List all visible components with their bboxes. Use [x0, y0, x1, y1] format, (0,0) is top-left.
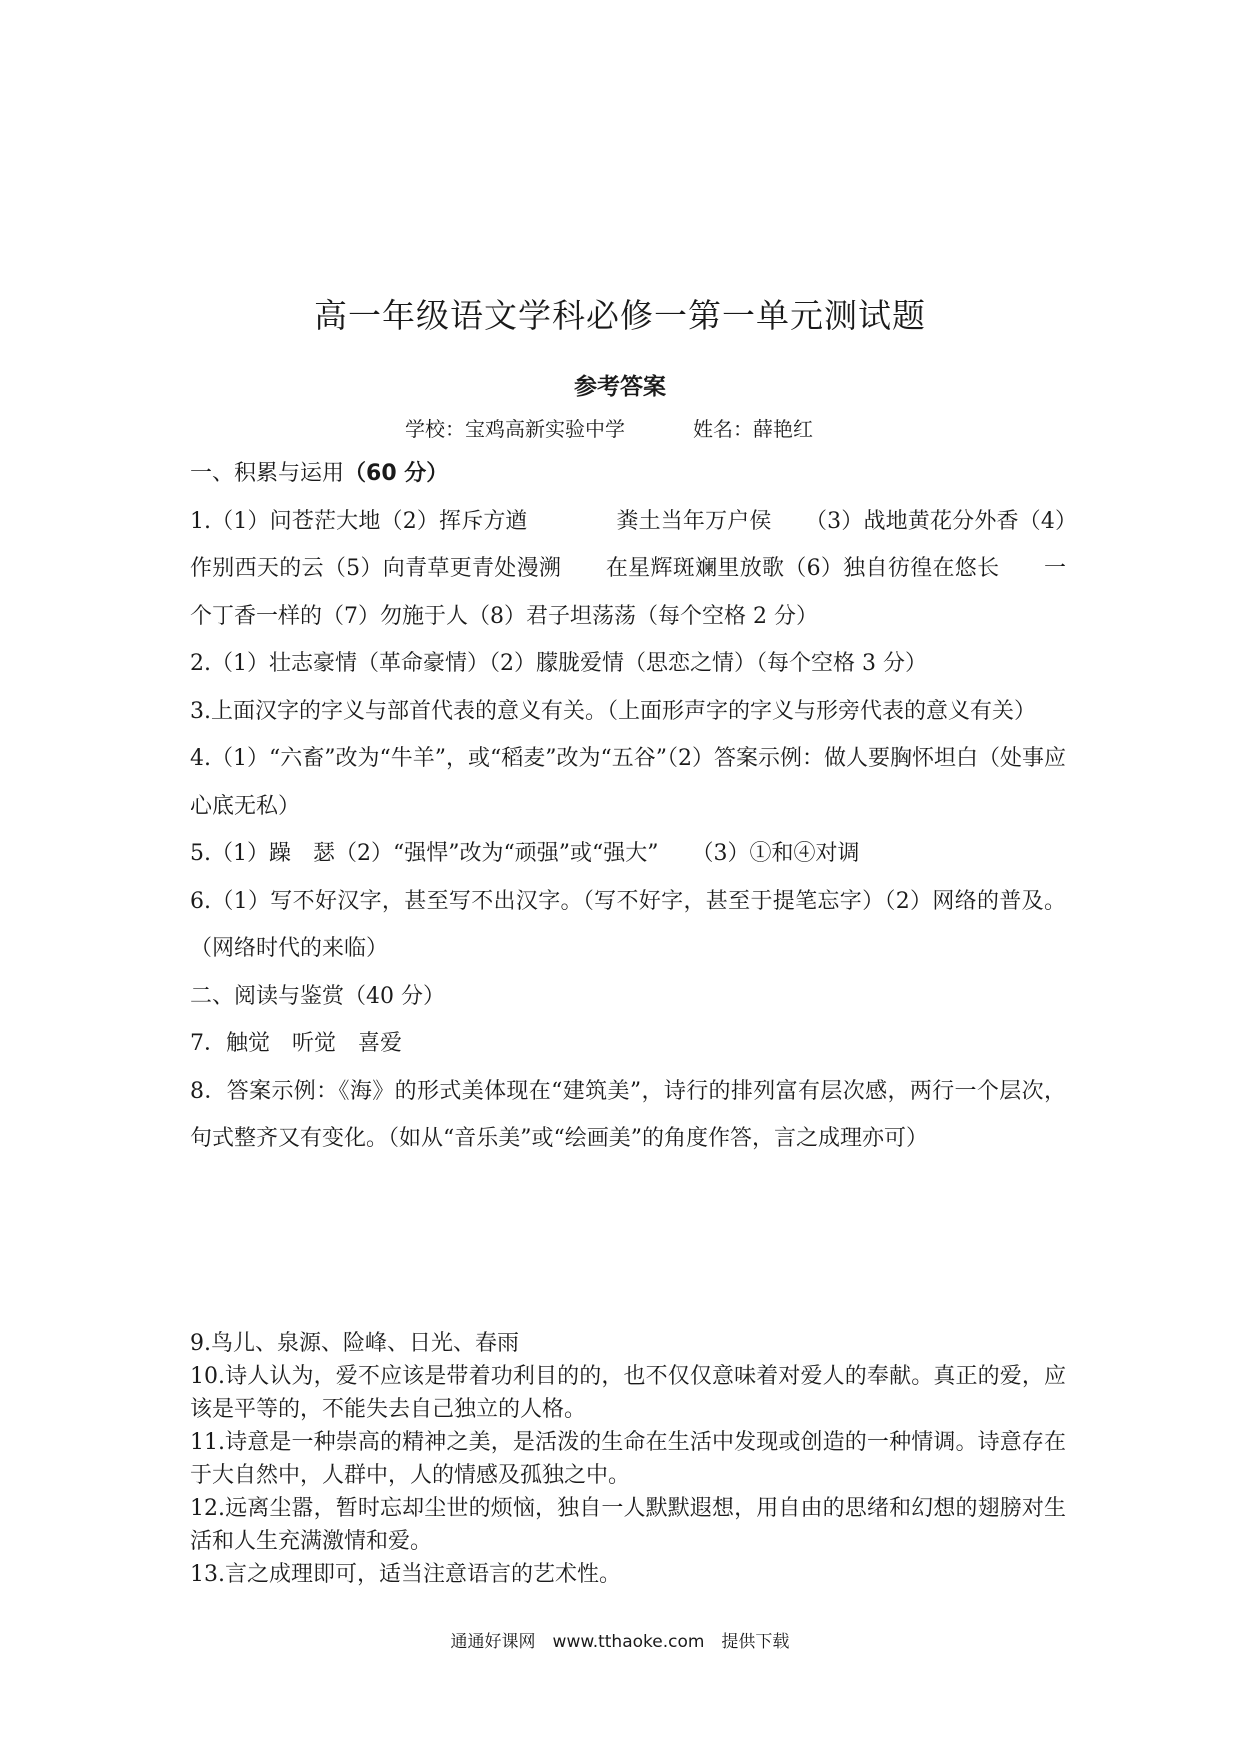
- section-score: （60 分）: [344, 461, 449, 486]
- answers-body: [190, 450, 1066, 1163]
- answer-item: 10.诗人认为，爱不应该是带着功利目的的，也不仅仅意味着对爱人的奉献。真正的爱，应该是平等的，不能失去自己独立的人格。: [190, 1364, 1066, 1422]
- answer-item: 9.鸟儿、泉源、险峰、日光、春雨: [190, 1331, 519, 1356]
- page-title: 高一年级语文学科必修一第一单元测试题: [314, 296, 926, 335]
- answer-item: 7．触觉 听觉 喜爱: [190, 1031, 402, 1056]
- answer-item: 2.（1）壮志豪情（革命豪情）（2）朦胧爱情（思恋之情）（每个空格 3 分）: [190, 651, 927, 676]
- answer-item: 11.诗意是一种崇高的精神之美，是活泼的生命在生活中发现或创造的一种情调。诗意存在于大自然中，人群中，人的情感及孤独之中。: [190, 1430, 1066, 1488]
- school-label: 学校：宝鸡高新实验中学: [405, 417, 625, 441]
- answer-item: 12.远离尘嚣，暂时忘却尘世的烦恼，独自一人默默遐想，用自由的思绪和幻想的翅膀对生活和人生充满激情和爱。: [190, 1496, 1066, 1554]
- name-label: 姓名：薛艳红: [693, 417, 813, 441]
- author-info: [405, 413, 813, 442]
- section-heading-2: 二、阅读与鉴赏（40 分）: [190, 983, 445, 1009]
- answer-item: 8．答案示例：《海》的形式美体现在“建筑美”，诗行的排列富有层次感，两行一个层次，句式整齐又有变化。（如从“音乐美”或“绘画美”的角度作答，言之成理亦可）: [190, 1078, 1066, 1151]
- answer-item: 6.（1）写不好汉字，甚至写不出汉字。（写不好字，甚至于提笔忘字）（2）网络的普及。（网络时代的来临）: [190, 888, 1066, 961]
- page-footer: 通通好课网 www.tthaoke.com 提供下载: [450, 1632, 790, 1652]
- page-subtitle: 参考答案: [574, 374, 666, 400]
- answer-item: 4.（1）“六畜”改为“牛羊”，或“稻麦”改为“五谷”（2）答案示例：做人要胸怀坦白（处事应心底无私）: [190, 746, 1066, 819]
- section-heading-1: 一、积累与运用（60 分）: [190, 461, 449, 486]
- answer-item: 5.（1）躁 瑟（2）“强悍”改为“顽强”或“强大” （3）①和④对调: [190, 841, 860, 866]
- answer-item: 13.言之成理即可，适当注意语言的艺术性。: [190, 1562, 621, 1587]
- answer-item: 3.上面汉字的字义与部首代表的意义有关。（上面形声字的字义与形旁代表的意义有关）: [190, 698, 1036, 724]
- answers-body-compact: [190, 1327, 1066, 1591]
- answer-item: 1.（1）问苍茫大地（2）挥斥方遒 粪土当年万户侯 （3）战地黄花分外香（4）作别西天的云（5）向青草更青处漫溯 在星辉斑斓里放歌（6）独自彷徨在悠长 一个丁香一样的（7）勿施于人（8）君子坦荡荡（每个空格 2 分）: [190, 508, 1066, 629]
